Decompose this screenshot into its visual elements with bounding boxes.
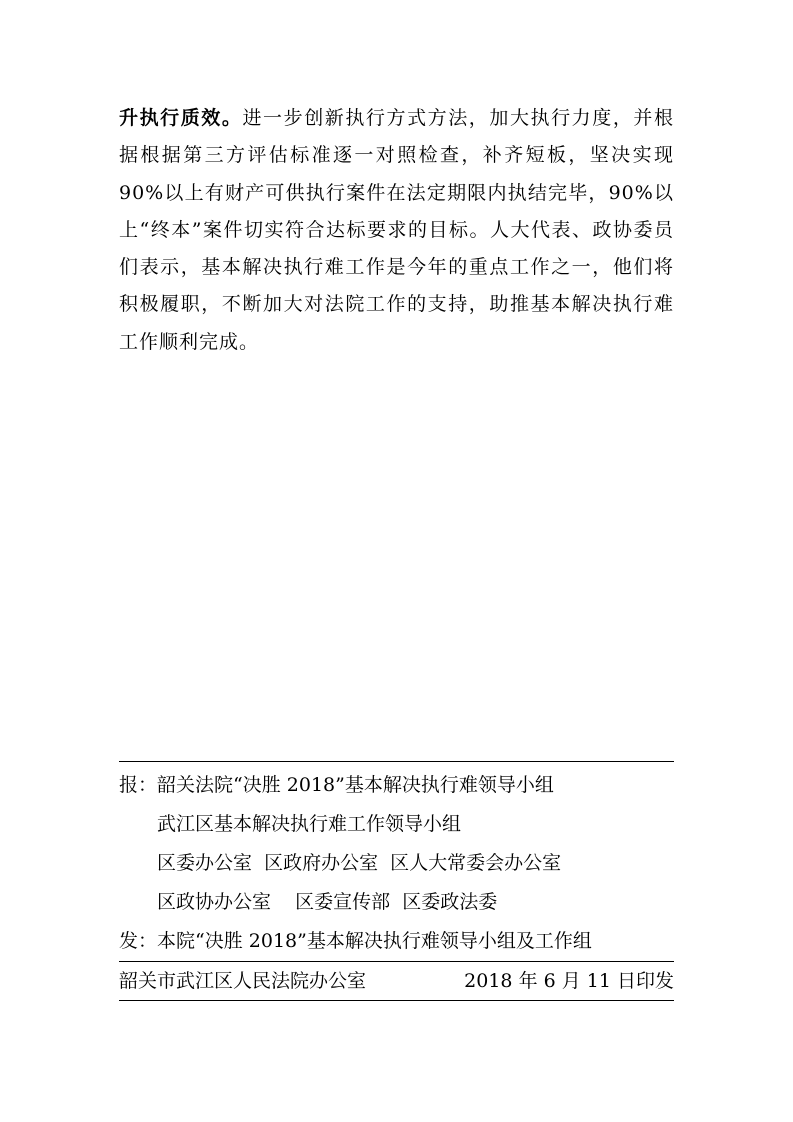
report-recipient: 韶关法院“决胜 2018”基本解决执行难领导小组: [157, 774, 554, 796]
body-paragraph: [119, 100, 674, 361]
paragraph-text: 进一步创新执行方式方法，加大执行力度，并根据根据第三方评估标准逐一对照检查，补齐短板，坚决实现 90%以上有财产可供执行案件在法定期限内执结完毕，90%以上“终本”案件切实符合达标要求的目标。人大代表、政协委员们表示，基本解决执行难工作是今年的重点工作之一，他们将积极履职，不断加大对法院工作的支持，助推基本解决执行难工作顺利完成。: [119, 107, 674, 353]
send-recipient: 本院“决胜 2018”基本解决执行难领导小组及工作组: [157, 930, 592, 952]
top-divider: [119, 761, 674, 762]
report-line-4: [119, 890, 679, 914]
issue-footer: [119, 969, 674, 993]
report-recipient: 区政协办公室 区委宣传部 区委政法委: [157, 891, 498, 913]
report-recipient: 区委办公室 区政府办公室 区人大常委会办公室: [157, 852, 562, 874]
report-line-2: [119, 812, 679, 836]
report-label: 报：: [119, 774, 158, 796]
report-recipient: 武江区基本解决执行难工作领导小组: [157, 813, 462, 835]
middle-divider: [119, 961, 674, 962]
issuer: 韶关市武江区人民法院办公室: [119, 970, 367, 992]
send-label: 发：: [119, 930, 158, 952]
report-line-1: [119, 773, 679, 797]
report-line-3: [119, 851, 679, 875]
issue-date: 2018 年 6 月 11 日印发: [464, 970, 674, 992]
send-line: [119, 929, 679, 953]
bottom-divider: [119, 1000, 674, 1001]
bold-lead: 升执行质效。: [119, 107, 243, 129]
